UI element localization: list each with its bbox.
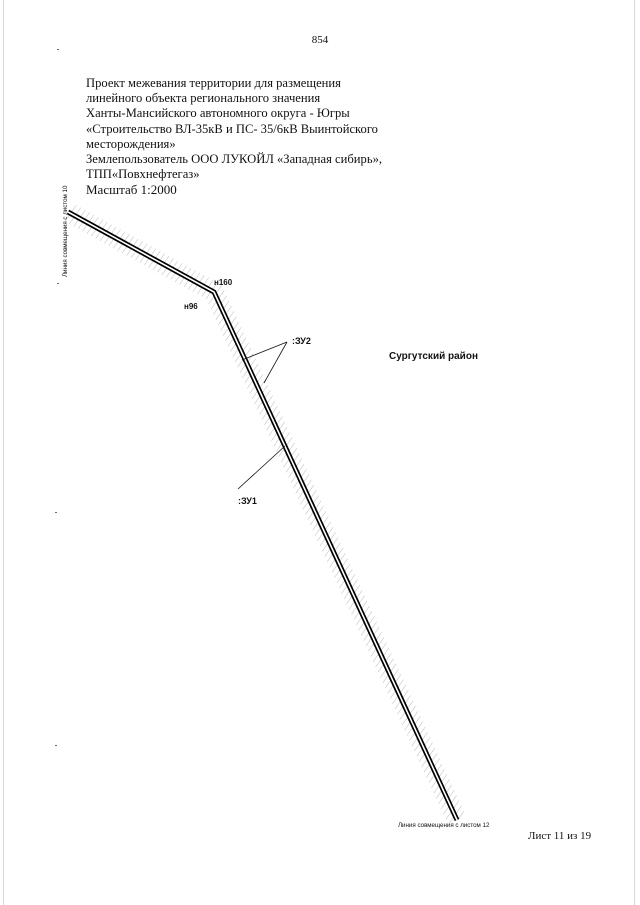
title-line: Ханты-Мансийского автономного округа - Югры [86, 106, 350, 121]
title-line: «Строительство ВЛ-35кВ и ПС- 35/6кВ Выинтойского [86, 121, 378, 136]
title-line: линейного объекта регионального значения [86, 91, 321, 106]
point-label-n96: н96 [184, 302, 198, 311]
zu2-leader-line [264, 342, 287, 383]
sheet-counter: Лист 11 из 19 [528, 830, 592, 842]
parcel-label-zu2: :ЗУ2 [292, 336, 311, 346]
title-line: месторождения» [86, 136, 176, 151]
page-number: 854 [311, 34, 329, 46]
scan-speck [57, 283, 59, 284]
scan-speck [55, 512, 57, 513]
match-line-bottom-label: Линия совмещения с листом 12 [398, 822, 490, 829]
power-line-route-outer [68, 212, 457, 820]
point-label-n160: н160 [214, 278, 233, 287]
title-line: Землепользователь ООО ЛУКОЙЛ «Западная сибирь», [86, 152, 383, 167]
match-line-left-label: Линия совмещения с листом 10 [62, 185, 69, 277]
title-line: Проект межевания территории для размещения [86, 76, 341, 90]
scan-speck [57, 49, 59, 50]
easement-strip [68, 212, 457, 820]
zu1-leader-line [238, 446, 285, 489]
scan-speck [55, 745, 57, 746]
power-line-route-inner [68, 212, 457, 820]
scale-label: Масштаб 1:2000 [86, 182, 177, 198]
title-line: ТПП«Повхнефтегаз» [86, 167, 200, 182]
district-label: Сургутский район [389, 351, 478, 362]
parcel-label-zu1: :ЗУ1 [238, 496, 257, 506]
